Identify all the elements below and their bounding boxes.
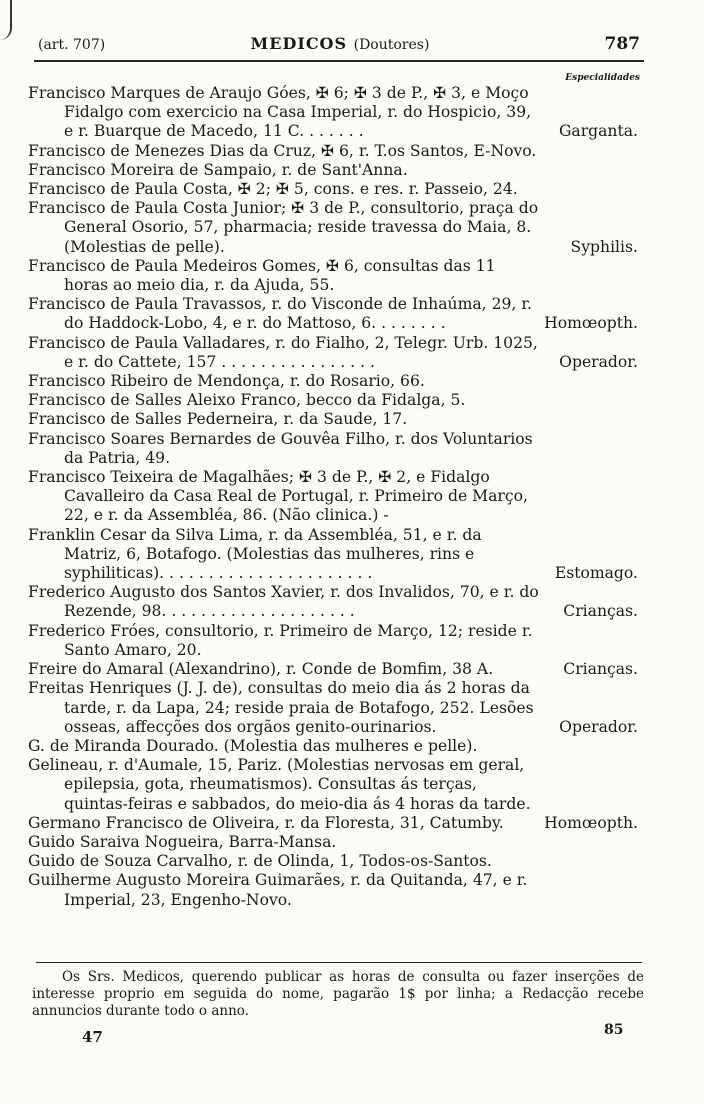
directory-entry — [28, 679, 640, 737]
directory-entry — [28, 756, 640, 814]
entry-text: Frederico Fróes, consultorio, r. Primeiro de Março, 12; reside r. Santo Amaro, 20. — [28, 621, 533, 659]
footer-rule — [36, 962, 642, 963]
directory-entry — [28, 737, 640, 756]
directory-entry — [28, 410, 640, 429]
section-subtitle: (Doutores) — [353, 37, 430, 53]
entry-text: Guido Saraiva Nogueira, Barra-Mansa. — [28, 832, 337, 851]
entry-text: Guilherme Augusto Moreira Guimarães, r. da Quitanda, 47, e r. Imperial, 23, Engenho-Novo. — [28, 871, 528, 909]
directory-entry — [28, 871, 640, 909]
entry-text: Francisco Soares Bernardes de Gouvêa Filho, r. dos Voluntarios da Patria, 49. — [28, 429, 533, 467]
footer-number: 85 — [604, 1022, 624, 1038]
footer-note: Os Srs. Medicos, querendo publicar as horas de consulta ou fazer inserções de interesse proprio em seguida do nome, pagarão 1$ por linha; a Redacção recebe annuncios durante todo o anno. — [32, 969, 644, 1019]
page-edge-mark — [0, 0, 12, 40]
entry-text: Freitas Henriques (J. J. de), consultas do meio dia ás 2 horas da tarde, r. da Lapa, 24; reside praia de Botafogo, 252. Lesões osseas, affecções dos orgãos genito-ourinarios. — [28, 679, 534, 736]
entry-specialty: Crianças. — [563, 602, 638, 621]
directory-entry — [28, 526, 640, 584]
directory-entry — [28, 814, 640, 833]
directory-entries — [28, 84, 640, 910]
entry-text: Freire do Amaral (Alexandrino), r. Conde de Bomfim, 38 A. — [28, 660, 494, 679]
directory-entry — [28, 161, 640, 180]
entry-text: G. de Miranda Dourado. (Molestia das mulheres e pelle). — [28, 736, 478, 755]
entry-text: Francisco Teixeira de Magalhães; ✠ 3 de P., ✠ 2, e Fidalgo Cavalleiro da Casa Real de Portugal, r. Primeiro de Março, 22, e r. da Assembléa, 86. (Não clinica.) - — [28, 468, 528, 525]
entry-text: Francisco de Salles Aleixo Franco, becco da Fidalga, 5. — [28, 391, 466, 410]
entry-specialty: Syphilis. — [570, 237, 638, 256]
directory-entry — [28, 852, 640, 871]
entry-text: Francisco de Menezes Dias da Cruz, ✠ 6, r. T.os Santos, E-Novo. — [28, 141, 537, 160]
directory-entry — [28, 622, 640, 660]
directory-entry — [28, 833, 640, 852]
entry-specialty: Homœopth. — [544, 813, 638, 832]
signature-mark: 47 — [82, 1028, 103, 1046]
directory-entry — [28, 199, 640, 257]
entry-text: Francisco de Paula Costa Junior; ✠ 3 de P., consultorio, praça do General Osorio, 57, pharmacia; reside travessa do Maia, 8. (Molestias de pelle). — [28, 199, 539, 256]
entry-text: Francisco Moreira de Sampaio, r. de Sant'Anna. — [28, 160, 408, 179]
specialty-column-heading: Especialidades — [565, 73, 640, 83]
directory-entry — [28, 334, 640, 372]
entry-text: Germano Francisco de Oliveira, r. da Floresta, 31, Catumby. — [28, 813, 504, 832]
entry-text: Francisco de Paula Travassos, r. do Visconde de Inhaúma, 29, r. do Haddock-Lobo, 4, e r. do Mattoso, 6. . . . . . . . — [28, 295, 533, 333]
entry-specialty: Crianças. — [563, 660, 638, 679]
header-rule — [34, 60, 644, 62]
entry-specialty: Operador. — [559, 717, 638, 736]
entry-text: Francisco de Salles Pederneira, r. da Saude, 17. — [28, 410, 408, 429]
entry-text: Franklin Cesar da Silva Lima, r. da Assembléa, 51, e r. da Matriz, 6, Botafogo. (Molestias das mulheres, rins e syphiliticas). . . . . . . . . . . . . . . . . . . . . . — [28, 525, 482, 583]
directory-entry — [28, 142, 640, 161]
entry-specialty: Operador. — [559, 352, 638, 371]
directory-entry — [28, 257, 640, 295]
entry-text: Guido de Souza Carvalho, r. de Olinda, 1, Todos-os-Santos. — [28, 852, 492, 871]
entry-specialty: Homœopth. — [544, 314, 638, 333]
directory-entry — [28, 180, 640, 199]
entry-text: Frederico Augusto dos Santos Xavier, r. dos Invalidos, 70, e r. do Rezende, 98. . . . . . . . . . . . . . . . . . . . — [28, 583, 539, 621]
directory-entry — [28, 468, 640, 526]
directory-entry — [28, 660, 640, 679]
page-header — [38, 34, 642, 56]
entry-text: Gelineau, r. d'Aumale, 15, Pariz. (Molestias nervosas em geral, epilepsia, gota, rheumatismos). Consultas ás terças, quintas-feiras e sabbados, do meio-dia ás 4 horas da tarde. — [28, 756, 531, 813]
directory-entry — [28, 430, 640, 468]
entry-text: Francisco de Paula Medeiros Gomes, ✠ 6, consultas das 11 horas ao meio dia, r. da Ajuda, 55. — [28, 256, 496, 295]
section-title: MEDICOS — [250, 34, 348, 53]
article-range: (art. 707) — [38, 37, 106, 53]
entry-specialty: Garganta. — [558, 122, 638, 141]
entry-text: Francisco Ribeiro de Mendonça, r. do Rosario, 66. — [28, 372, 425, 391]
directory-entry — [28, 391, 640, 410]
entry-text: Francisco Marques de Araujo Góes, ✠ 6; ✠ 3 de P., ✠ 3, e Moço Fidalgo com exercicio na Casa Imperial, r. do Hospicio, 39, e r. Buarque de Macedo, 11 C. . . . . . . — [28, 84, 532, 141]
directory-entry — [28, 295, 640, 333]
entry-text: Francisco de Paula Valladares, r. do Fialho, 2, Telegr. Urb. 1025, e r. do Cattete, 157 . . . . . . . . . . . . . . . . — [28, 333, 538, 371]
entry-text: Francisco de Paula Costa, ✠ 2; ✠ 5, cons. e res. r. Passeio, 24. — [28, 180, 518, 199]
directory-entry — [28, 84, 640, 142]
directory-entry — [28, 583, 640, 621]
directory-entry — [28, 372, 640, 391]
entry-specialty: Estomago. — [554, 564, 638, 583]
running-title — [38, 34, 642, 53]
page-number: 787 — [604, 34, 640, 54]
